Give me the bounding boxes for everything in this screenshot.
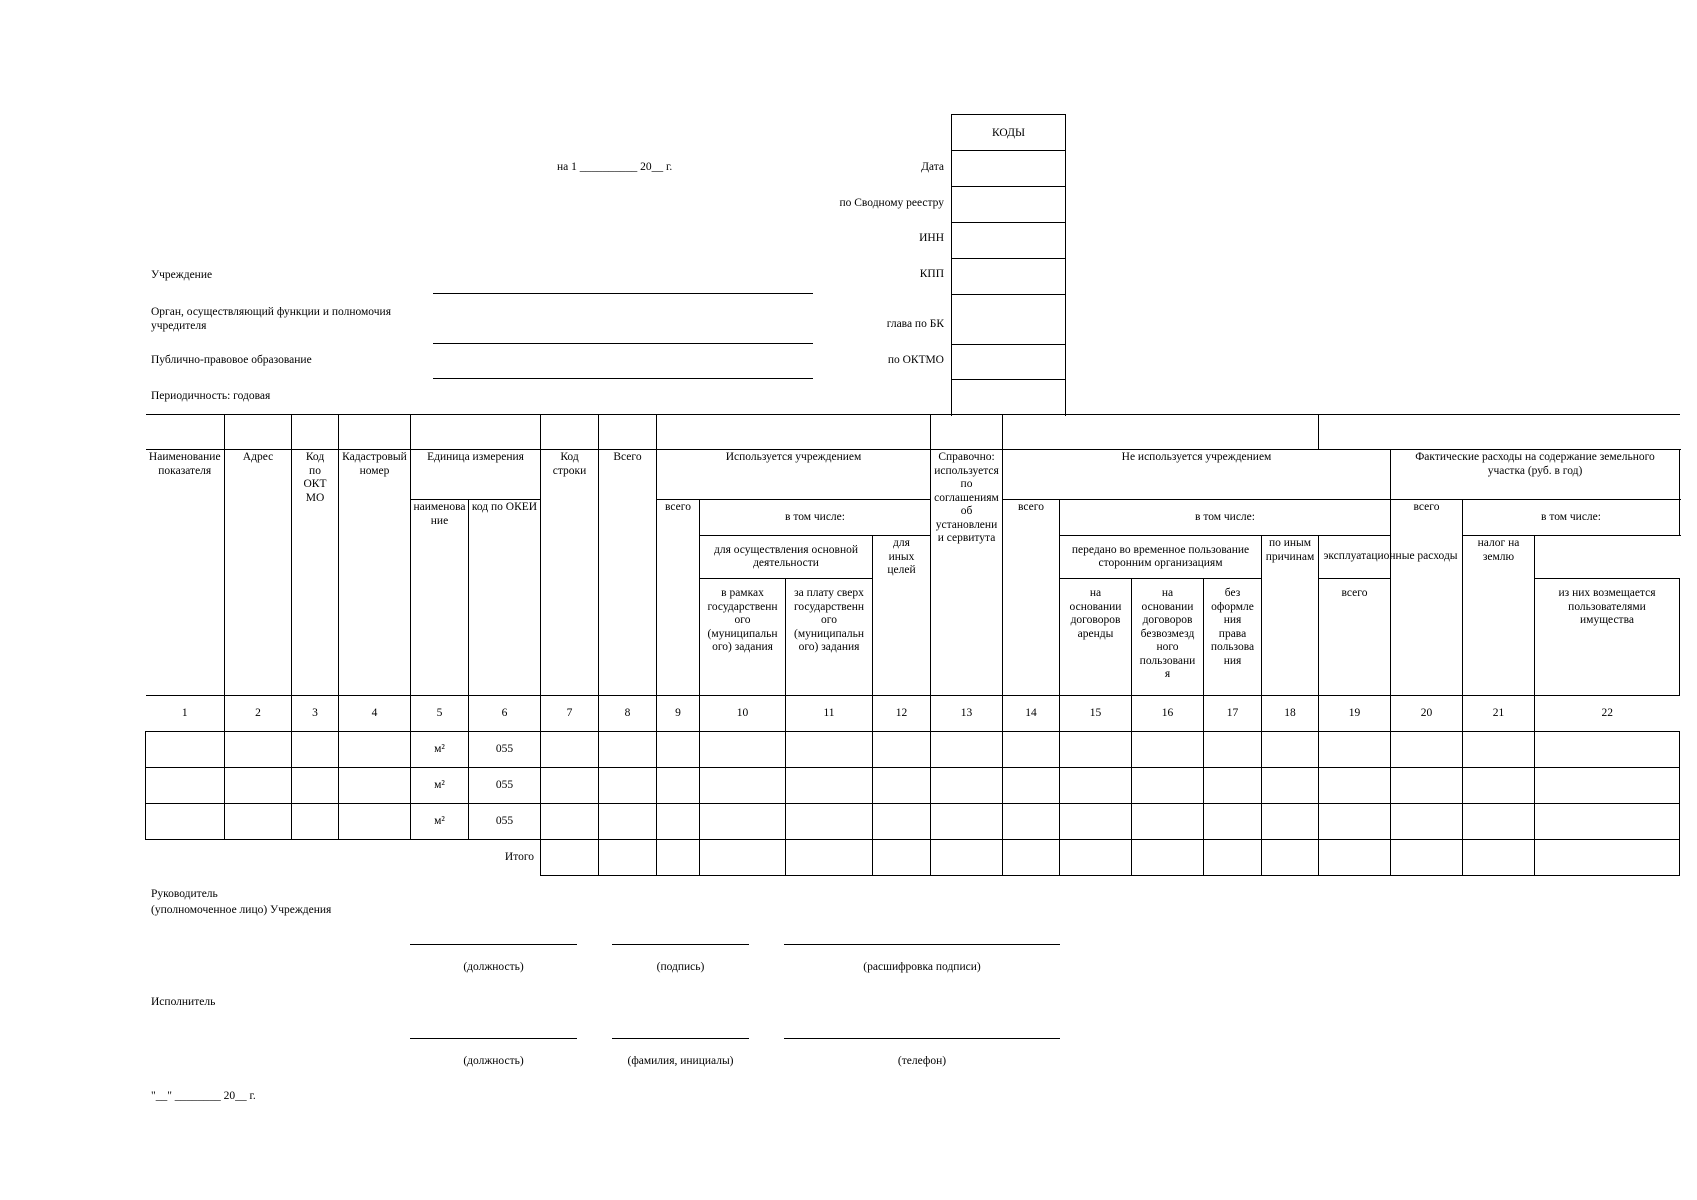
cell-value[interactable] [1262,804,1319,840]
authority-label: Орган, осуществляющий функции и полномочия учредителя [151,306,391,332]
header-used: Используется учреждением [657,450,931,500]
header-unit-okei: код по ОКЕИ [469,500,541,696]
cell-value[interactable] [1319,768,1391,804]
cell-unit: м² [411,732,469,768]
code-cell-budget-chapter[interactable] [952,295,1066,345]
header-other-purposes: для иных целей [873,536,931,696]
column-number: 20 [1391,696,1463,732]
public-entity-label: Публично-правовое образование [151,354,312,366]
head-decode-caption: (расшифровка подписи) [863,961,981,973]
header-oktmo: Код по ОКТМО [292,450,339,696]
blank-cell [339,415,411,450]
code-cell-date[interactable] [952,151,1066,187]
cell-okei: 055 [469,804,541,840]
cell-unit: м² [411,768,469,804]
report-date-line: на 1 __________ 20__ г. [557,161,673,173]
column-number: 3 [292,696,339,732]
code-cell-extra[interactable] [952,380,1066,416]
table-row [146,768,1680,804]
cell-value[interactable] [1391,732,1463,768]
executor-position-line[interactable] [410,1038,577,1039]
cell-value[interactable] [931,804,1003,840]
cell-oktmo[interactable] [292,768,339,804]
cell-value[interactable] [786,768,873,804]
column-number: 14 [1003,696,1060,732]
header-free-use: на основании договоров безвозмездного пользования [1132,579,1204,696]
header-unit: Единица измерения [411,450,541,500]
total-cell[interactable] [541,840,599,876]
cell-value[interactable] [1204,804,1262,840]
column-number: 16 [1132,696,1204,732]
codes-table [951,114,1066,416]
executor-phone-line[interactable] [784,1038,1060,1039]
cell-value[interactable] [700,768,786,804]
total-label: Итого [146,840,541,876]
total-cell[interactable] [1319,840,1391,876]
cell-address[interactable] [225,804,292,840]
executor-label: Исполнитель [151,996,216,1008]
column-number: 9 [657,696,700,732]
blank-cell [541,415,599,450]
header-reimbursed: из них возмещается пользователями имущества [1535,579,1680,696]
header-used-including: в том числе: [700,500,931,536]
header-main-activity: для осуществления основной деятельности [700,536,873,579]
total-cell[interactable] [1463,840,1535,876]
cell-name[interactable] [146,732,225,768]
head-signature-line[interactable] [612,944,749,945]
cell-cadastral[interactable] [339,768,411,804]
column-number: 17 [1204,696,1262,732]
header-indicator-name: Наименование показателя [146,450,225,696]
column-number: 21 [1463,696,1535,732]
cell-cadastral[interactable] [339,804,411,840]
cell-value[interactable] [1319,804,1391,840]
cell-value[interactable] [1262,732,1319,768]
cell-value[interactable] [1463,768,1535,804]
cell-cadastral[interactable] [339,732,411,768]
cell-value[interactable] [1132,768,1204,804]
signature-date: "__" ________ 20__ г. [151,1090,256,1102]
cell-name[interactable] [146,804,225,840]
total-cell[interactable] [873,840,931,876]
cell-value[interactable] [1319,732,1391,768]
cell-okei: 055 [469,768,541,804]
column-number: 13 [931,696,1003,732]
header-not-used-total: всего [1003,500,1060,696]
cell-value[interactable] [873,768,931,804]
cell-value[interactable] [1463,804,1535,840]
table-row [146,732,1680,768]
cell-value[interactable] [1391,804,1463,840]
blank-cell [1003,415,1319,450]
executor-position-caption: (должность) [463,1055,524,1067]
cell-value[interactable] [931,768,1003,804]
blank-cell [931,415,1003,450]
code-label-oktmo: по ОКТМО [887,354,944,366]
cell-value[interactable] [1060,768,1132,804]
cell-value[interactable] [657,768,700,804]
cell-value[interactable] [1204,732,1262,768]
total-cell[interactable] [931,840,1003,876]
cell-value[interactable] [873,804,931,840]
code-cell-kpp[interactable] [952,259,1066,295]
column-number: 10 [700,696,786,732]
executor-name-line[interactable] [612,1038,749,1039]
header-state-task: в рамках государственного (муниципального) задания [700,579,786,696]
head-label: Руководитель [151,888,218,900]
column-number: 19 [1319,696,1391,732]
total-cell[interactable] [700,840,786,876]
column-number: 1 [146,696,225,732]
code-cell-inn[interactable] [952,223,1066,259]
blank-cell [292,415,339,450]
cell-value[interactable] [657,732,700,768]
executor-name-caption: (фамилия, инициалы) [627,1055,734,1067]
cell-address[interactable] [225,768,292,804]
cell-value[interactable] [1204,768,1262,804]
column-number: 4 [339,696,411,732]
header-cadastral: Кадастровый номер [339,450,411,696]
head-decode-line[interactable] [784,944,1060,945]
cell-value[interactable] [1003,732,1060,768]
header-unit-name: наименование [411,500,469,696]
header-other-reasons: по иным причинам [1262,536,1319,696]
cell-value[interactable] [700,804,786,840]
header-lease: на основании договоров аренды [1060,579,1132,696]
code-label-kpp: КПП [919,268,944,280]
cell-oktmo[interactable] [292,804,339,840]
institution-line[interactable] [433,293,813,294]
total-cell[interactable] [1003,840,1060,876]
cell-value[interactable] [931,732,1003,768]
header-total: Всего [599,450,657,696]
cell-value[interactable] [786,732,873,768]
cell-value[interactable] [657,804,700,840]
header-operating-expenses: эксплуатационные расходы [1319,536,1463,579]
code-label-inn: ИНН [919,232,944,244]
cell-value[interactable] [1535,804,1680,840]
header-operating-total: всего [1319,579,1391,696]
code-cell-oktmo[interactable] [952,345,1066,380]
cell-value[interactable] [599,768,657,804]
header-not-used: Не используется учреждением [1003,450,1391,500]
cell-value[interactable] [599,732,657,768]
cell-row-code[interactable] [541,804,599,840]
blank-cell [225,415,292,450]
header-address: Адрес [225,450,292,696]
header-expenses-total: всего [1391,500,1463,696]
code-cell-registry[interactable] [952,187,1066,223]
column-number: 8 [599,696,657,732]
column-number: 12 [873,696,931,732]
cell-value[interactable] [1535,768,1680,804]
cell-value[interactable] [1060,732,1132,768]
blank-cell [657,415,931,450]
blank-cell [411,415,541,450]
total-cell[interactable] [1535,840,1680,876]
code-label-budget-chapter: глава по БК [886,318,944,330]
column-number: 15 [1060,696,1132,732]
cell-address[interactable] [225,732,292,768]
blank-cell [599,415,657,450]
periodicity-label: Периодичность: годовая [151,390,271,402]
cell-row-code[interactable] [541,768,599,804]
cell-oktmo[interactable] [292,732,339,768]
cell-value[interactable] [786,804,873,840]
cell-value[interactable] [1535,732,1680,768]
cell-value[interactable] [1060,804,1132,840]
head-position-caption: (должность) [463,961,524,973]
cell-okei: 055 [469,732,541,768]
code-label-date: Дата [921,161,944,173]
blank-cell [1319,415,1680,450]
column-number: 5 [411,696,469,732]
cell-name[interactable] [146,768,225,804]
total-cell[interactable] [1391,840,1463,876]
executor-phone-caption: (телефон) [897,1055,947,1067]
cell-value[interactable] [700,732,786,768]
head-sublabel: (уполномоченное лицо) Учреждения [151,904,332,916]
header-temp-use: передано во временное пользование сторонним организациям [1060,536,1262,579]
header-used-total: всего [657,500,700,696]
head-position-line[interactable] [410,944,577,945]
cell-value[interactable] [599,804,657,840]
total-cell[interactable] [599,840,657,876]
codes-title: КОДЫ [952,115,1066,151]
header-expenses: Фактические расходы на содержание земельного участка (руб. в год) [1391,450,1680,500]
header-no-rights: без оформления права пользования [1204,579,1262,696]
total-row [146,840,1680,876]
cell-value[interactable] [1132,804,1204,840]
header-paid-services: за плату сверх государственного (муниципального) задания [786,579,873,696]
cell-unit: м² [411,804,469,840]
column-number: 22 [1535,696,1680,732]
head-signature-caption: (подпись) [656,961,705,973]
cell-value[interactable] [1132,732,1204,768]
column-number: 6 [469,696,541,732]
cell-value[interactable] [1003,768,1060,804]
institution-label: Учреждение [151,269,213,281]
land-plots-table [145,414,1680,876]
total-cell[interactable] [1132,840,1204,876]
cell-value[interactable] [1391,768,1463,804]
header-land-tax: налог на землю [1463,536,1535,696]
column-number: 7 [541,696,599,732]
header-reference-servitude: Справочно: используется по соглашениям об установлении сервитута [931,450,1003,696]
cell-value[interactable] [1262,768,1319,804]
authority-line[interactable] [433,343,813,344]
total-cell[interactable] [1204,840,1262,876]
column-number: 11 [786,696,873,732]
code-label-registry: по Сводному реестру [839,197,944,209]
cell-row-code[interactable] [541,732,599,768]
header-expenses-including: в том числе: [1463,500,1680,536]
column-numbers-row [146,696,1680,732]
table-row [146,804,1680,840]
column-number: 18 [1262,696,1319,732]
total-cell[interactable] [1060,840,1132,876]
cell-value[interactable] [873,732,931,768]
total-cell[interactable] [786,840,873,876]
column-number: 2 [225,696,292,732]
public-entity-line[interactable] [433,378,813,379]
header-row-code: Код строки [541,450,599,696]
cell-value[interactable] [1463,732,1535,768]
cell-value[interactable] [1003,804,1060,840]
total-cell[interactable] [1262,840,1319,876]
total-cell[interactable] [657,840,700,876]
blank-cell [146,415,225,450]
header-not-used-including: в том числе: [1060,500,1391,536]
